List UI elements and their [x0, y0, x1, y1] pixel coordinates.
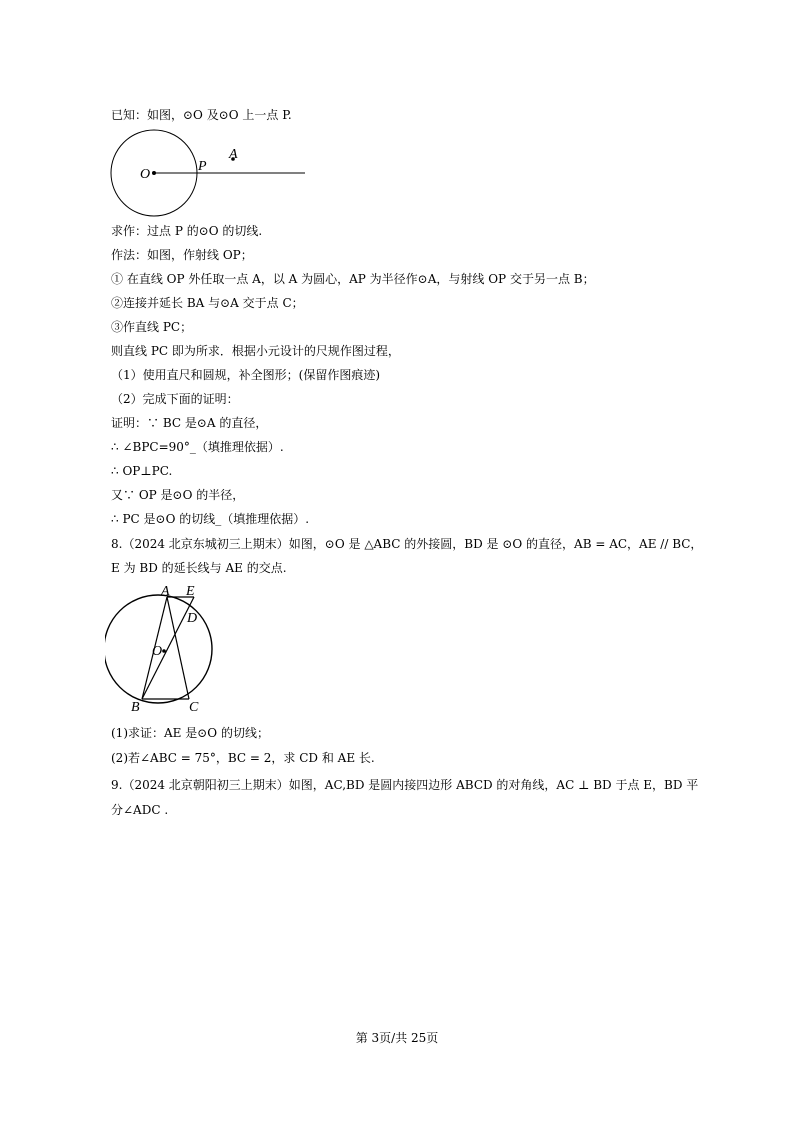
label-d: D	[187, 611, 198, 626]
intro-text: 已知：如图，⊙O 及⊙O 上一点 P.	[111, 108, 292, 122]
label-a: A	[229, 147, 238, 162]
label-o: O	[140, 167, 151, 182]
label-o: O	[152, 644, 163, 659]
text-line: 则直线 PC 即为所求．根据小元设计的尺规作图过程，	[111, 344, 400, 358]
text-line: ③作直线 PC；	[111, 320, 193, 334]
text-line: （2）完成下面的证明：	[111, 392, 239, 406]
label-p: P	[198, 159, 207, 174]
text-line: 又∵ OP 是⊙O 的半径，	[111, 488, 245, 502]
figure-circle-ray	[105, 128, 315, 220]
q8-statement: 8.（2024 北京东城初三上期末）如图，⊙O 是 △ABC 的外接圆，BD 是 ⊙O 的直径，AB = AC，AE // BC，	[111, 537, 703, 551]
text-line: ∴ PC 是⊙O 的切线_（填推理依据）.	[111, 512, 310, 526]
label-a: A	[161, 584, 170, 599]
q8-part1: (1)求证：AE 是⊙O 的切线；	[111, 726, 269, 740]
q8-statement-cont: E 为 BD 的延长线与 AE 的交点.	[111, 561, 287, 575]
text-line: 求作：过点 P 的⊙O 的切线.	[111, 224, 263, 238]
text-line: ∴ ∠BPC=90°_（填推理依据）.	[111, 440, 284, 454]
page-number: 第 3页/共 25页	[355, 1031, 439, 1045]
figure-circumcircle	[105, 580, 230, 715]
q8-part2: (2)若∠ABC = 75°，BC = 2，求 CD 和 AE 长.	[111, 751, 375, 765]
text-line: ① 在直线 OP 外任取一点 A，以 A 为圆心，AP 为半径作⊙A，与射线 OP 交于另一点 B；	[111, 272, 595, 286]
text-line: （1）使用直尺和圆规，补全图形；(保留作图痕迹)	[111, 368, 380, 382]
point-o-dot	[152, 171, 156, 175]
q9-statement-cont: 分∠ADC .	[111, 803, 169, 817]
text-line: 证明：∵ BC 是⊙A 的直径，	[111, 416, 268, 430]
text-line: ②连接并延长 BA 与⊙A 交于点 C；	[111, 296, 304, 310]
label-c: C	[189, 700, 199, 715]
label-e: E	[186, 584, 195, 599]
q9-statement: 9.（2024 北京朝阳初三上期末）如图，AC,BD 是圆内接四边形 ABCD 的对角线，AC ⊥ BD 于点 E，BD 平	[111, 778, 699, 792]
point-o-dot	[162, 649, 166, 653]
text-line: 作法：如图，作射线 OP；	[111, 248, 253, 262]
label-b: B	[131, 700, 140, 715]
text-line: ∴ OP⊥PC.	[111, 464, 173, 478]
